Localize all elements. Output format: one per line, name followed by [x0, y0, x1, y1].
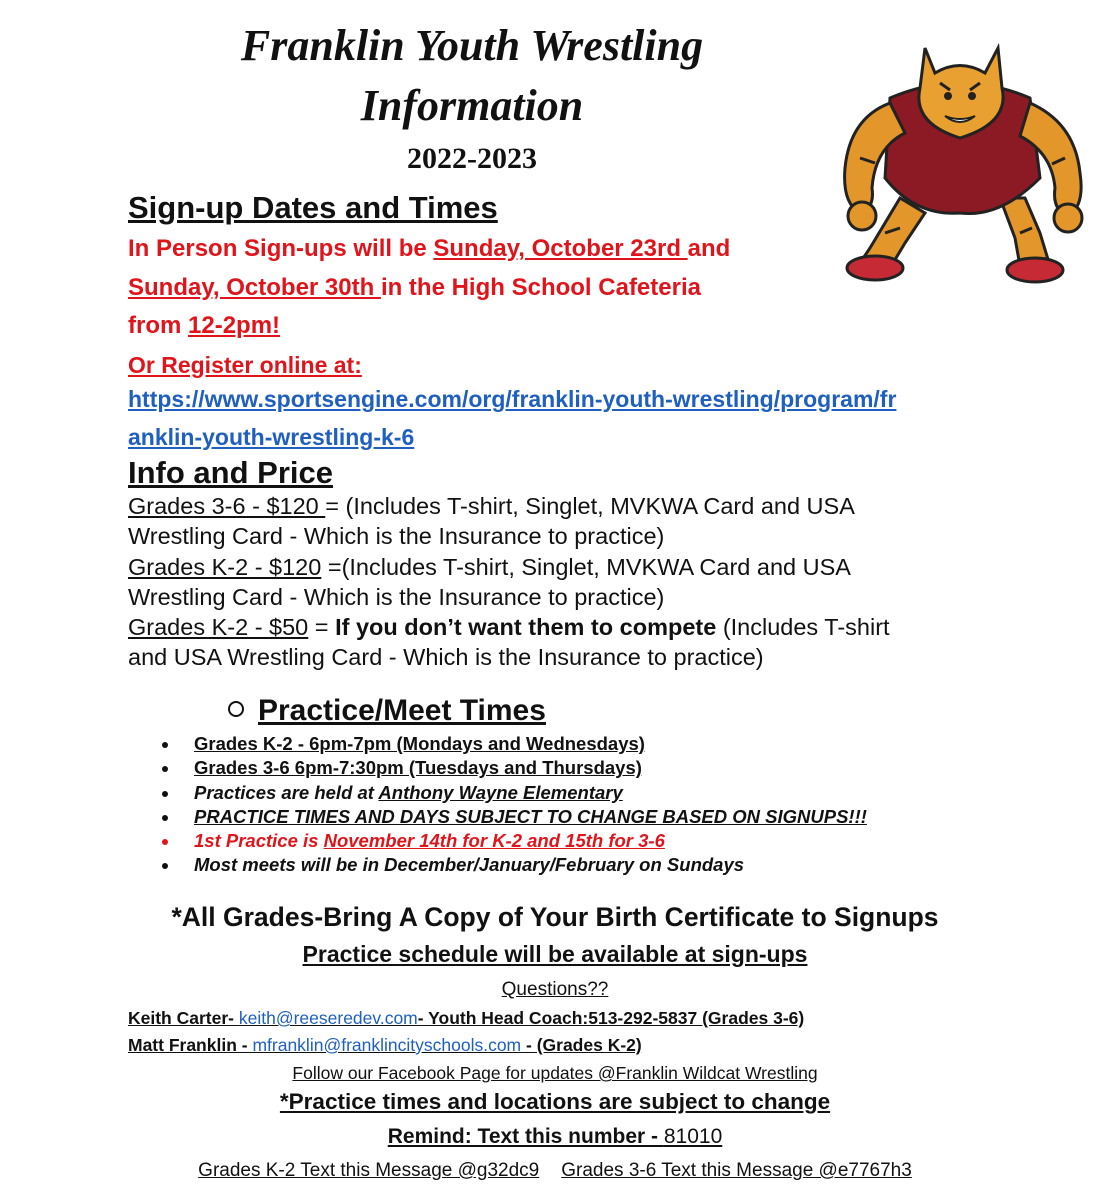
signup-intro: In Person Sign-ups will be [128, 235, 434, 262]
practice-list [162, 732, 867, 878]
circle-bullet-icon [228, 701, 244, 717]
remind-messages [0, 1160, 1104, 1182]
price-2-text-a: =(Includes T-shirt, Singlet, MVKWA Card and USA [321, 553, 851, 580]
list-item [162, 829, 867, 853]
contact-email-link[interactable]: mfranklin@franklincityschools.com [252, 1035, 522, 1055]
signup-from: from [128, 312, 188, 339]
remind-number: 81010 [663, 1125, 723, 1148]
season-year: 2022-2023 [407, 142, 537, 175]
signup-location: in the High School Cafeteria [380, 273, 701, 301]
birth-certificate-note: *All Grades-Bring A Copy of Your Birth Certificate to Signups [171, 902, 939, 932]
registration-link-line2[interactable]: anklin-youth-wrestling-k-6 [128, 424, 415, 450]
contact-keith [128, 1008, 804, 1029]
list-item: Grades K-2 - 6pm-7pm (Mondays and Wednesdays) [162, 732, 867, 756]
practice-heading-label: Practice/Meet Times [258, 694, 546, 727]
remind-message-3-6: Grades 3-6 Text this Message @e7767h3 [561, 1160, 912, 1181]
subject-to-change-note: *Practice times and locations are subject to change [279, 1089, 831, 1114]
remind-message-k2: Grades K-2 Text this Message @g32dc9 [198, 1160, 540, 1181]
price-3-label: Grades K-2 - $50 [128, 614, 309, 641]
contact-email-link[interactable]: keith@reeseredev.com [238, 1008, 418, 1028]
price-2-label: Grades K-2 - $120 [128, 553, 322, 580]
signup-and: and [687, 235, 731, 262]
signup-time: 12-2pm! [188, 312, 281, 339]
list-item: Grades 3-6 6pm-7:30pm (Tuesdays and Thursdays) [162, 756, 867, 780]
price-2-text-b: Wrestling Card - Which is the Insurance to practice) [128, 583, 665, 610]
list-item [162, 781, 867, 805]
practice-location-label: Practices are held at [194, 781, 379, 803]
price-1-text-b: Wrestling Card - Which is the Insurance to practice) [128, 523, 665, 550]
facebook-note: Follow our Facebook Page for updates @Franklin Wildcat Wrestling [292, 1063, 818, 1083]
list-item: PRACTICE TIMES AND DAYS SUBJECT TO CHANGE BASED ON SIGNUPS!!! [162, 805, 867, 829]
price-heading: Info and Price [128, 455, 333, 490]
questions-label: Questions?? [501, 979, 609, 1000]
practice-location: Anthony Wayne Elementary [378, 781, 623, 803]
signup-details [128, 230, 988, 384]
practice-heading [228, 694, 546, 728]
price-3-eq: = [308, 614, 336, 641]
remind-label: Remind: Text this number - [387, 1125, 664, 1148]
price-1-label: Grades 3-6 - $120 [128, 493, 326, 519]
price-1-text-a: = (Includes T-shirt, Singlet, MVKWA Card and USA [325, 493, 855, 519]
register-online-label: Or Register online at: [128, 351, 362, 378]
contact-name: Keith Carter- [128, 1008, 239, 1028]
page-title-line2: Information [360, 81, 584, 130]
contact-role: - (Grades K-2) [521, 1035, 642, 1055]
price-3-bold: If you don’t want them to compete [335, 614, 717, 641]
first-practice-label: 1st Practice is [194, 830, 324, 852]
price-list [128, 491, 988, 673]
remind-note [0, 1125, 1104, 1149]
list-item: Most meets will be in December/January/February on Sundays [162, 853, 867, 877]
signup-date-2: Sunday, October 30th [128, 273, 381, 301]
signup-heading: Sign-up Dates and Times [128, 190, 498, 225]
schedule-note: Practice schedule will be available at sign-ups [302, 941, 808, 967]
contact-name: Matt Franklin - [128, 1035, 253, 1055]
registration-link[interactable] [128, 380, 1088, 456]
page-title-line1: Franklin Youth Wrestling [240, 21, 704, 70]
contact-matt [128, 1035, 642, 1056]
registration-link-line1[interactable]: https://www.sportsengine.com/org/franklin-youth-wrestling/program/fr [128, 386, 897, 412]
price-3-text-a: (Includes T-shirt [716, 614, 890, 641]
signup-date-1: Sunday, October 23rd [433, 235, 688, 262]
price-3-text-b: and USA Wrestling Card - Which is the Insurance to practice) [128, 644, 764, 671]
first-practice-dates: November 14th for K-2 and 15th for 3-6 [323, 830, 665, 852]
contact-role: - Youth Head Coach:513-292-5837 (Grades 3-6) [417, 1008, 805, 1028]
